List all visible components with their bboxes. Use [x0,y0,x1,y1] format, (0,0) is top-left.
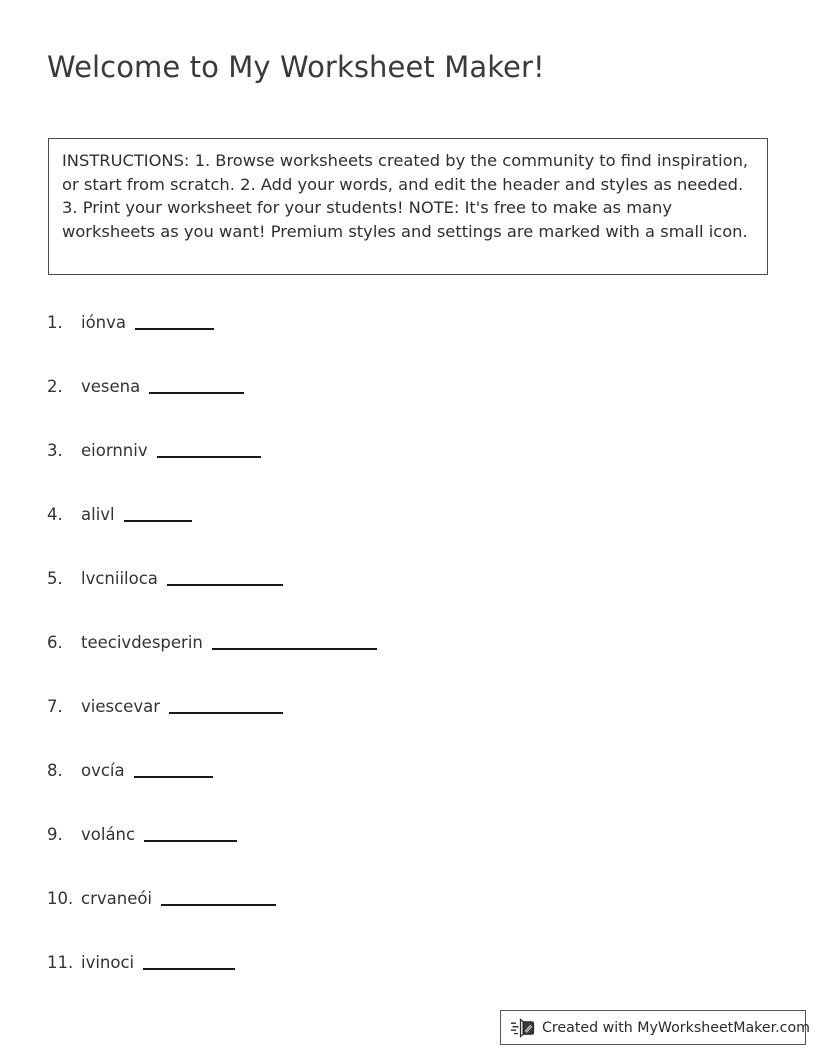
word-answer-blank[interactable] [157,456,261,458]
footer-credit-text: Created with MyWorksheetMaker.com [542,1019,810,1036]
word-item-number: 9. [47,825,63,844]
word-item-number: 10. [47,889,74,908]
word-item-number: 11. [47,953,74,972]
word-list-item [47,695,777,759]
word-item-number: 6. [47,633,63,652]
word-list-item [47,951,777,1015]
instructions-box [48,138,768,275]
word-answer-blank[interactable] [169,712,283,714]
word-answer-blank[interactable] [144,840,237,842]
page-title: Welcome to My Worksheet Maker! [47,50,545,84]
word-list-item [47,503,777,567]
word-list-item [47,439,777,503]
word-item-text: crvaneói [81,889,153,908]
word-list-item [47,631,777,695]
word-item-text: alivl [81,505,115,524]
word-item-number: 4. [47,505,63,524]
word-item-text: lvcniiloca [81,569,158,588]
word-list-item [47,567,777,631]
word-list [47,311,777,1015]
word-answer-blank[interactable] [134,776,213,778]
word-answer-blank[interactable] [161,904,276,906]
word-item-text: teecivdesperin [81,633,203,652]
worksheet-maker-logo-icon [511,1017,535,1039]
word-list-item [47,759,777,823]
word-item-text: viescevar [81,697,160,716]
word-answer-blank[interactable] [124,520,192,522]
word-list-item [47,375,777,439]
word-list-item [47,311,777,375]
word-item-text: vesena [81,377,141,396]
footer-badge[interactable] [500,1010,810,1045]
word-item-number: 3. [47,441,63,460]
word-item-number: 1. [47,313,63,332]
instructions-text: INSTRUCTIONS: 1. Browse worksheets created by the community to find inspiration, or start from scratch. 2. Add your words, and edit the header and styles as needed. 3. Print your worksheet for your students! NOTE: It's free to make as many worksheets as you want! Premium styles and settings are marked with a small icon. [62,151,749,241]
word-item-number: 2. [47,377,63,396]
word-item-text: ovcía [81,761,125,780]
word-item-text: ivinoci [81,953,135,972]
word-item-text: eiornniv [81,441,148,460]
word-item-number: 5. [47,569,63,588]
word-answer-blank[interactable] [143,968,235,970]
word-item-number: 8. [47,761,63,780]
word-answer-blank[interactable] [212,648,377,650]
word-answer-blank[interactable] [149,392,244,394]
word-list-item [47,887,777,951]
word-answer-blank[interactable] [167,584,283,586]
word-answer-blank[interactable] [135,328,214,330]
word-item-number: 7. [47,697,63,716]
word-item-text: volánc [81,825,136,844]
word-list-item [47,823,777,887]
word-item-text: iónva [81,313,127,332]
